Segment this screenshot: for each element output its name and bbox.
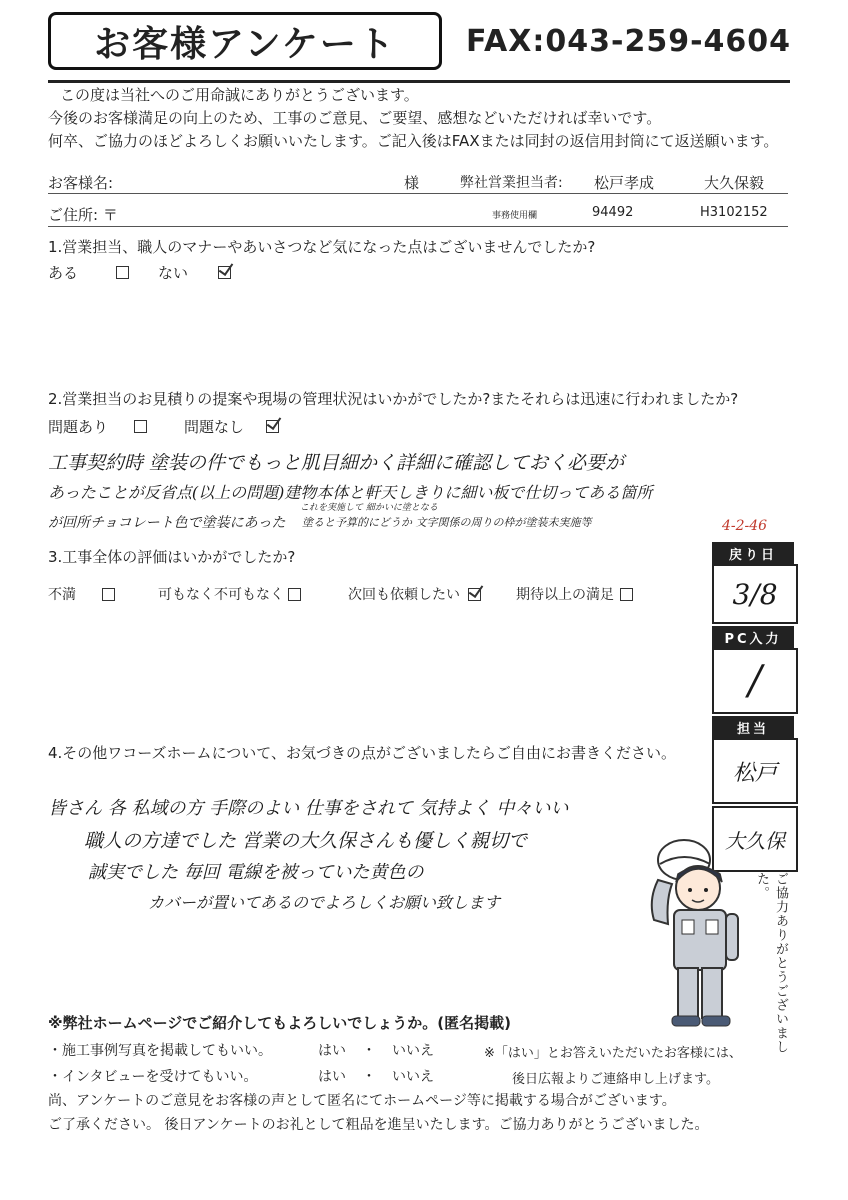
consent-photos-options[interactable]: はい ・ いいえ	[318, 1040, 434, 1060]
q1-option-yes[interactable]	[48, 262, 129, 283]
q1-option-no[interactable]	[158, 262, 231, 283]
charge-name-1: 松戸	[732, 760, 777, 786]
q1-question: 1.営業担当、職人のマナーやあいさつなど気になった点はございませんでしたか?	[48, 238, 596, 256]
staff-label: 弊社営業担当者:	[460, 175, 563, 191]
q2-handwritten-line-3b: 塗ると予算的にどうか 文字関係の周りの枠が塗装未実施等	[302, 516, 592, 529]
office-code-1: 94492	[592, 205, 634, 220]
thanks-vertical-text: ご協力ありがとうございました。	[754, 872, 788, 1054]
q4-handwritten-line-2: 職人の方達でした 営業の大久保さんも優しく親切で	[84, 830, 528, 852]
q2-issue-label: 問題あり	[48, 418, 109, 436]
interview-no-option[interactable]: いいえ	[392, 1069, 434, 1085]
return-date: 3/8	[732, 577, 778, 611]
survey-title: お客様アンケート	[48, 12, 442, 70]
pc-input-box	[712, 648, 798, 714]
name-underline	[48, 193, 788, 194]
worker-mascot-illustration	[640, 820, 760, 1040]
consent-item-photos: ・施工事例写真を掲載してもいい。	[48, 1043, 272, 1059]
q3-opt1-checkbox[interactable]	[102, 588, 115, 601]
q2-issue-checkbox[interactable]	[134, 420, 147, 433]
q3-opt2-label: 可もなく不可もなく	[158, 587, 284, 603]
pc-input-header: PC入力	[712, 626, 794, 648]
return-day-box	[712, 564, 798, 624]
q3-opt3-label: 次回も依頼したい	[348, 587, 460, 603]
consent-note-1: ※「はい」とお答えいただいたお客様には、	[484, 1046, 742, 1061]
consent-note-2: 後日広報よりご連絡申し上げます。	[512, 1072, 719, 1087]
q3-question: 3.工事全体の評価はいかがでしたか?	[48, 548, 296, 566]
q3-opt3-checkbox[interactable]	[468, 588, 481, 601]
consent-interview-options[interactable]: はい ・ いいえ	[318, 1066, 434, 1086]
photos-no-option[interactable]: いいえ	[392, 1043, 434, 1059]
q1-yes-label: ある	[48, 264, 79, 282]
q4-handwritten-line-3: 誠実でした 毎回 電線を被っていた黄色の	[88, 862, 424, 883]
intro-line-1: この度は当社へのご用命誠にありがとうございます。	[60, 86, 419, 104]
staff-name-2: 大久保毅	[704, 174, 765, 192]
q1-no-label: ない	[158, 264, 189, 282]
q2-option-issue[interactable]	[48, 416, 147, 437]
header-rule	[48, 80, 790, 83]
q2-handwritten-line-1: 工事契約時 塗装の件でもっと肌目細かく詳細に確認しておく必要が	[48, 452, 625, 474]
pc-input-mark: /	[748, 658, 762, 704]
q4-handwritten-line-4: カバーが置いてあるのでよろしくお願い致します	[148, 893, 501, 912]
address-underline	[48, 226, 788, 227]
q3-opt4-checkbox[interactable]	[620, 588, 633, 601]
consent-item-interview: ・インタビューを受けてもいい。	[48, 1069, 258, 1085]
staff-name-1: 松戸孝成	[594, 174, 655, 192]
q3-option-neutral[interactable]	[158, 584, 301, 604]
side-code: 4-2-46	[722, 518, 768, 534]
charge-box-1	[712, 738, 798, 804]
q2-none-checkbox[interactable]	[266, 420, 279, 433]
homepage-question: ※弊社ホームページでご紹介してもよろしいでしょうか。(匿名掲載)	[48, 1014, 511, 1032]
q3-option-again[interactable]	[348, 584, 481, 604]
q4-handwritten-line-1: 皆さん 各 私域の方 手際のよい 仕事をされて 気持よく 中々いい	[48, 798, 569, 819]
q3-opt2-checkbox[interactable]	[288, 588, 301, 601]
q2-question: 2.営業担当のお見積りの提案や現場の管理状況はいかがでしたか?またそれらは迅速に行われましたか?	[48, 390, 739, 408]
q2-handwritten-line-2: あったことが反省点(以上の問題)建物本体と軒天しきりに細い板で仕切ってある箇所	[48, 483, 653, 502]
intro-line-3: 何卒、ご協力のほどよろしくお願いいたします。ご記入後はFAXまたは同封の返信用封筒にて返送願います。	[48, 132, 779, 150]
charge-name-2: 大久保	[725, 828, 785, 853]
q2-none-label: 問題なし	[184, 418, 245, 436]
q1-yes-checkbox[interactable]	[116, 266, 129, 279]
sama-label: 様	[404, 174, 420, 192]
q2-handwritten-note: これを実施して 細かいに塗となる	[300, 503, 438, 513]
footer-line-1: 尚、アンケートのご意見をお客様の声として匿名にてホームページ等に掲載する場合がございます。	[48, 1093, 676, 1109]
address-label: ご住所: 〒	[48, 206, 118, 224]
q3-opt4-label: 期待以上の満足	[516, 587, 614, 603]
customer-name-label: お客様名:	[48, 174, 114, 192]
office-use-label: 事務使用欄	[492, 211, 538, 221]
intro-line-2: 今後のお客様満足の向上のため、工事のご意見、ご要望、感想などいただければ幸いです。	[48, 109, 662, 127]
interview-yes-option[interactable]: はい	[318, 1069, 346, 1085]
q3-opt1-label: 不満	[48, 587, 76, 603]
q2-option-none[interactable]	[184, 416, 279, 437]
q3-option-exceeded[interactable]	[516, 584, 633, 604]
office-code-2: H3102152	[700, 205, 768, 220]
charge-header: 担当	[712, 716, 794, 738]
q3-option-dissatisfied[interactable]	[48, 584, 115, 604]
q4-question: 4.その他ワコーズホームについて、お気づきの点がございましたらご自由にお書きください。	[48, 744, 676, 762]
q1-no-checkbox[interactable]	[218, 266, 231, 279]
q2-handwritten-line-3: が回所チョコレート色で塗装にあった	[48, 515, 286, 531]
return-day-header: 戻り日	[712, 542, 794, 564]
footer-line-2: ご了承ください。 後日アンケートのお礼として粗品を進呈いたします。ご協力ありがとうございました。	[48, 1117, 709, 1133]
photos-yes-option[interactable]: はい	[318, 1043, 346, 1059]
fax-number: FAX:043-259-4604	[466, 24, 792, 59]
